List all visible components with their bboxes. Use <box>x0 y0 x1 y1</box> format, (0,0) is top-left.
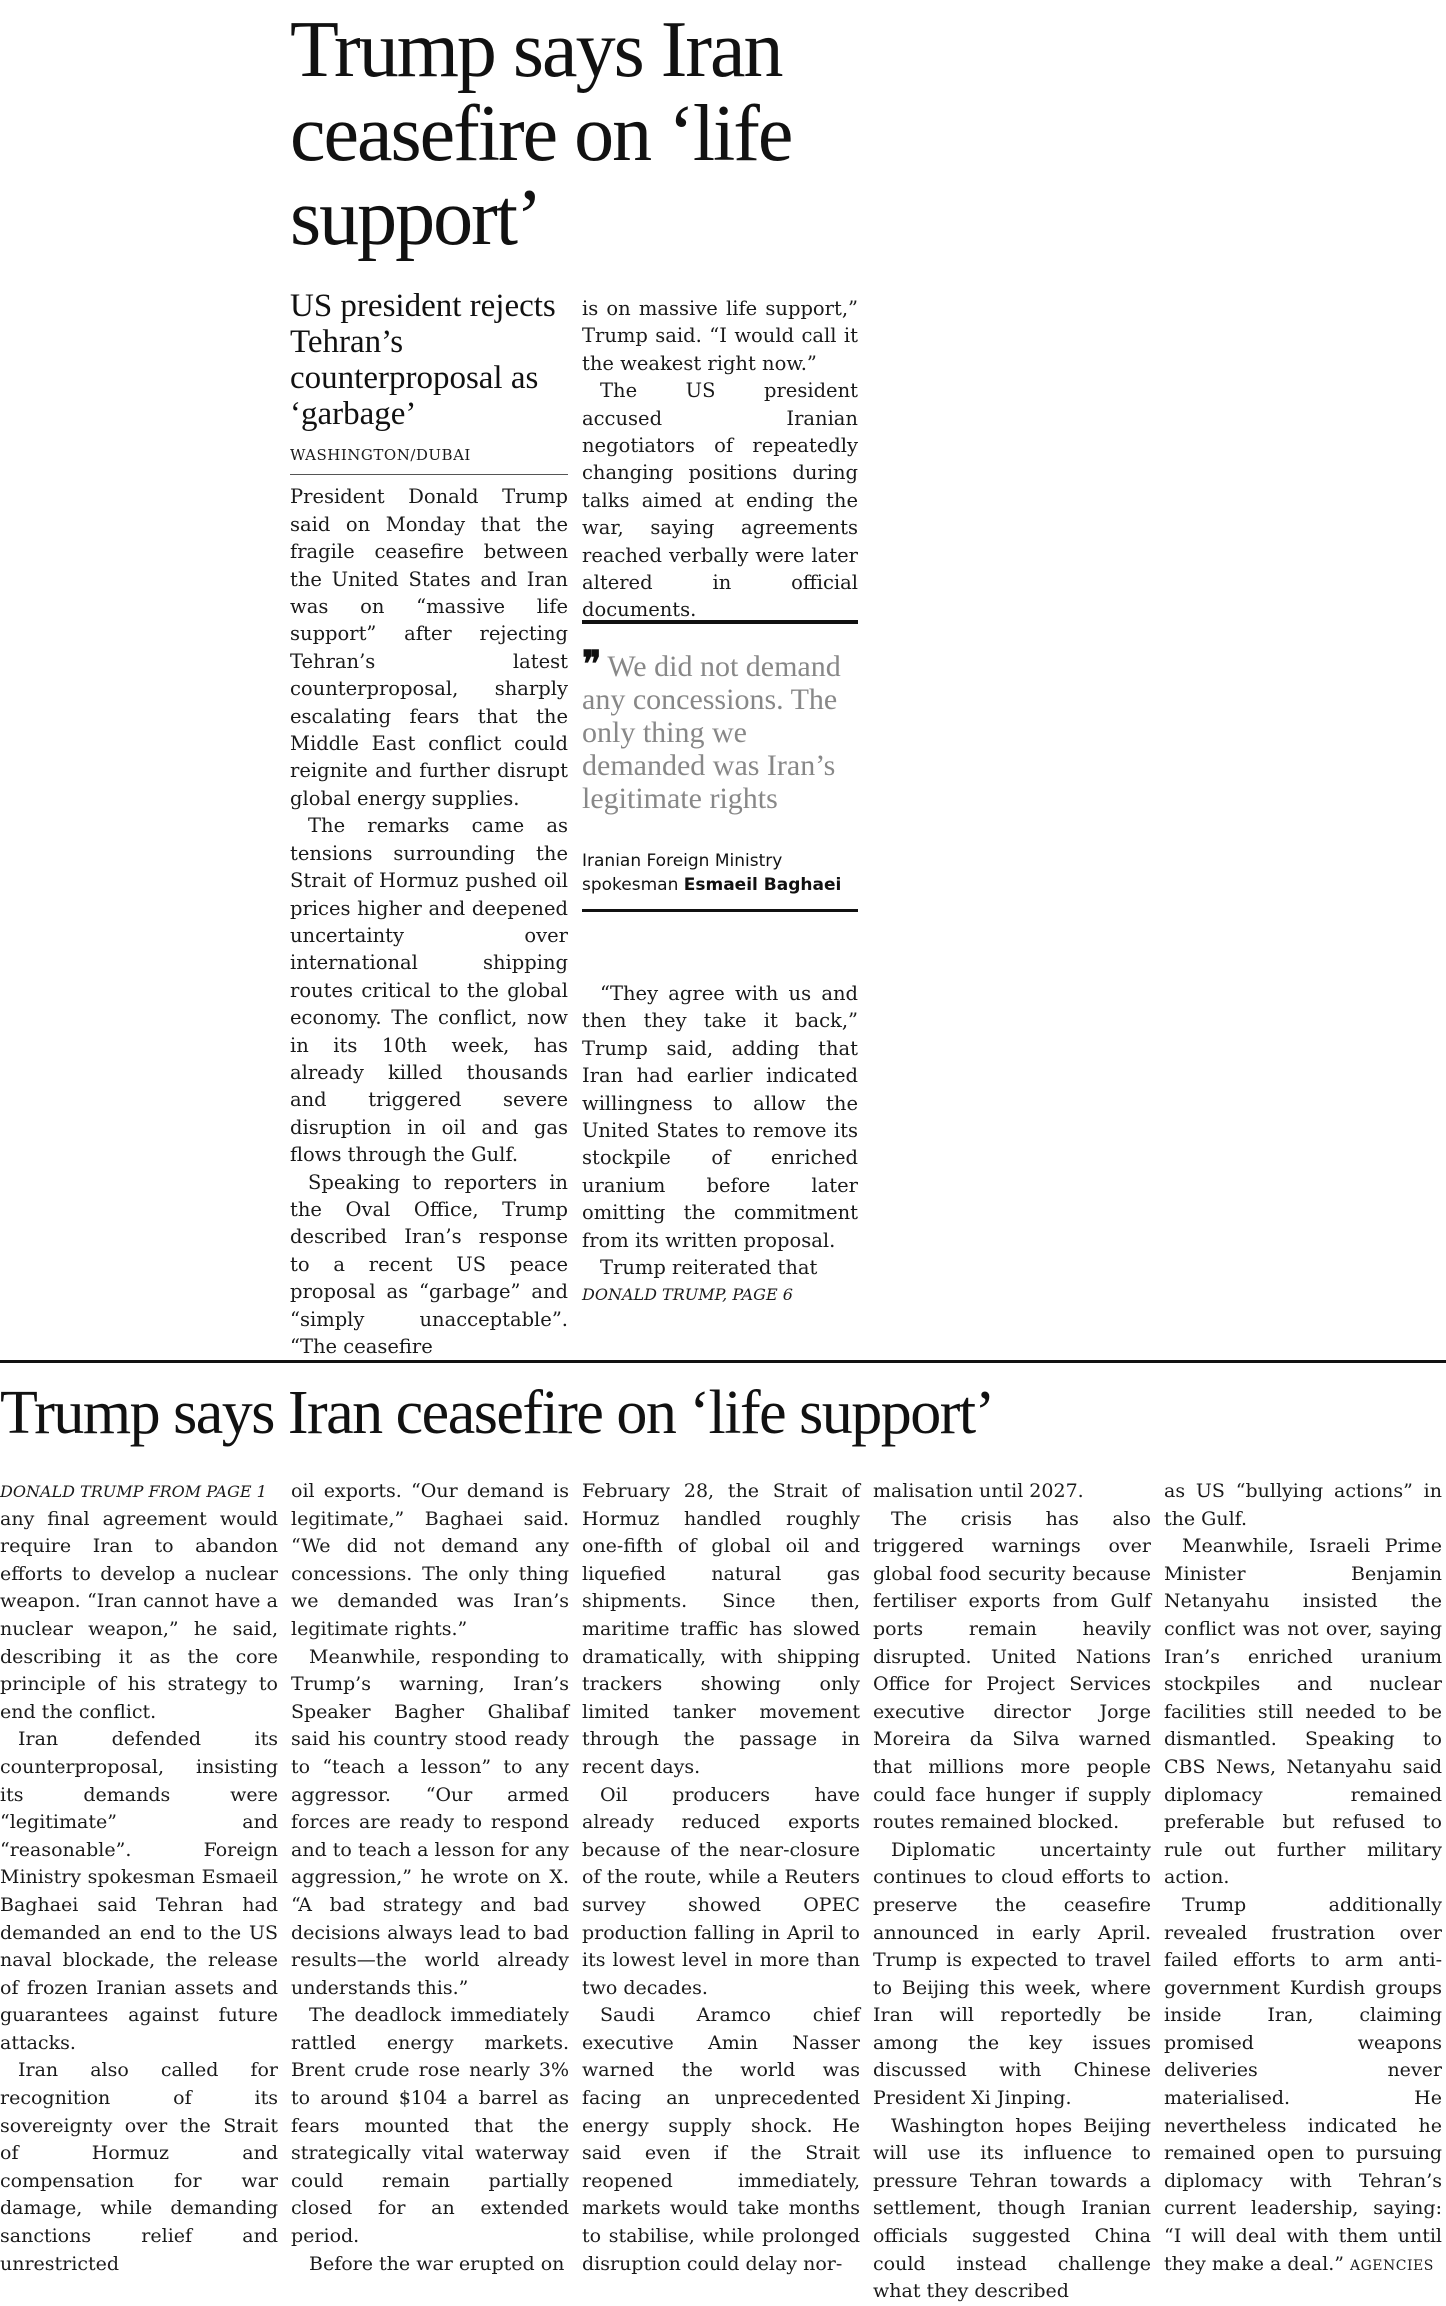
article1-deck: US president rejects Tehran’s counterproposal as ‘garbage’ <box>290 288 556 432</box>
pull-quote <box>582 620 858 912</box>
article2-column-2 <box>291 1478 569 2278</box>
article2-paragraph: Iran also called for recognition of its sovereignty over the Strait of Hormuz and compensation for war damage, while demanding sanctions relief and unrestricted <box>0 2059 278 2275</box>
article1-paragraph: President Donald Trump said on Monday that the fragile ceasefire between the United States and Iran was on “massive life support” after rejecting Tehran’s latest counterproposal, sharply escalating fears that the Middle East conflict could reignite and further disrupt global energy supplies. <box>290 485 568 810</box>
attribution-name: Esmaeil Baghaei <box>683 875 842 895</box>
article1-headline: Trump says Iran ceasefire on ‘life support’ <box>290 6 792 262</box>
article2-paragraph: February 28, the Strait of Hormuz handled roughly one-fifth of global oil and liquefied natural gas shipments. Since then, maritime traffic has slowed dramatically, with shipping trackers showing only limited tanker movement through the passage in recent days. <box>582 1480 860 1778</box>
article1-paragraph: Trump reiterated that <box>600 1256 818 1280</box>
article2-column-5 <box>1164 1478 1442 2280</box>
article2-credit: AGENCIES <box>1350 2257 1434 2274</box>
article1-paragraph: The remarks came as tensions surrounding the Strait of Hormuz pushed oil prices higher and deepened uncertainty over international shipping routes critical to the global economy. The conflict, now in its 10th week, has already killed thousands and triggered severe disruption in oil and gas flows through the Gulf. <box>290 814 568 1167</box>
article2-paragraph: malisation until 2027. <box>873 1480 1084 1502</box>
attribution-prefix: spokesman <box>582 875 679 895</box>
article2-paragraph: oil exports. “Our demand is legitimate,” Baghaei said. “We did not demand any concessions. The only thing we demanded was Iran’s legitimate rights.” <box>291 1480 569 1640</box>
pull-quote-attribution <box>582 849 858 897</box>
article2-last-paragraph-text: Trump additionally revealed frustration over failed efforts to arm anti-government Kurdish groups inside Iran, claiming promised weapons deliveries never materialised. He nevertheless indicated he remained open to pursuing diplomacy with Tehran’s current leadership, saying: “I will deal with them until they make a deal.” <box>1164 1893 1442 2275</box>
article2-paragraph: Saudi Aramco chief executive Amin Nasser warned the world was facing an unprecedented energy supply shock. He said even if the Strait reopened immediately, markets would take months to stabilise, while prolonged disruption could delay nor- <box>582 2004 860 2275</box>
pull-quote-text: We did not demand any concessions. The only thing we demanded was Iran’s legitimate rights <box>582 650 841 815</box>
attribution-line-2 <box>582 873 858 897</box>
pull-quote-text-block <box>582 643 858 815</box>
article2-paragraph: Diplomatic uncertainty continues to cloud efforts to preserve the ceasefire announced in early April. Trump is expected to travel to Beijing this week, where Iran will reportedly be among the key issues discussed with Chinese President Xi Jinping. <box>873 1838 1151 2110</box>
article2-paragraph: any final agreement would require Iran to abandon efforts to develop a nuclear weapon. “Iran cannot have a nuclear weapon,” he said, describing it as the core principle of his strategy to end the conflict. <box>0 1507 278 1723</box>
article1-paragraph: The US president accused Iranian negotiators of repeatedly changing positions during talks aimed at ending the war, saying agreements reached verbally were later altered in official documents. <box>582 379 858 622</box>
article1-paragraph: “They agree with us and then they take it back,” Trump said, adding that Iran had earlier indicated willingness to allow the United States to remove its stockpile of enriched uranium before later omitting the commitment from its written proposal. <box>582 982 858 1252</box>
article2-paragraph: Meanwhile, responding to Trump’s warning, Iran’s Speaker Bagher Ghalibaf said his country stood ready to “teach a lesson” to any aggressor. “Our armed forces are ready to respond and to teach a lesson for any aggression,” he wrote on X. “A bad strategy and bad decisions always lead to bad results—the world already understands this.” <box>291 1645 569 1999</box>
article2-paragraph: Before the war erupted on <box>309 2252 565 2275</box>
article1-paragraph: Speaking to reporters in the Oval Office, Trump described Iran’s response to a recent US peace proposal as “garbage” and “simply unacceptable”. “The ceasefire <box>290 1170 568 1358</box>
article2-column-1 <box>0 1478 278 2278</box>
article1-column-1 <box>290 288 568 1360</box>
article2-paragraph: Meanwhile, Israeli Prime Minister Benjamin Netanyahu insisted the conflict was not over, saying Iran’s enriched uranium stockpiles and nuclear facilities still needed to be dismantled. Speaking to CBS News, Netanyahu said diplomacy remained preferable but refused to rule out further military action. <box>1164 1535 1442 1889</box>
attribution-line-1: Iranian Foreign Ministry <box>582 851 783 871</box>
article2-paragraph: Oil producers have already reduced exports because of the near-closure of the route, while a Reuters survey showed OPEC production falling in April to its lowest level in more than two decades. <box>582 1783 860 1999</box>
article1-column-2-bottom <box>582 980 858 1309</box>
article1-dateline: WASHINGTON/DUBAI <box>290 442 568 475</box>
article2-paragraph: as US “bullying actions” in the Gulf. <box>1164 1480 1442 1530</box>
article2-jump-from: DONALD TRUMP FROM PAGE 1 <box>0 1482 267 1501</box>
quote-mark-icon: ❞ <box>582 643 602 685</box>
article1-column-2-top <box>582 295 858 624</box>
article2-paragraph <box>1164 1892 1442 2280</box>
section-divider <box>0 1360 1446 1363</box>
article2-headline: Trump says Iran ceasefire on ‘life support’ <box>0 1379 994 1447</box>
article2-column-3 <box>582 1478 860 2278</box>
article2-column-4 <box>873 1478 1151 2306</box>
article2-paragraph: The crisis has also triggered warnings over global food security because fertiliser exports from Gulf ports remain heavily disrupted. United Nations Office for Project Services executive director Jorge Moreira da Silva warned that millions more people could face hunger if supply routes remained blocked. <box>873 1507 1151 1834</box>
article2-paragraph: The deadlock immediately rattled energy markets. Brent crude rose nearly 3% to around $104 a barrel as fears mounted that the strategically vital waterway could remain partially closed for an extended period. <box>291 2004 569 2248</box>
article2-paragraph: Washington hopes Beijing will use its influence to pressure Tehran towards a settlement, though Iranian officials suggested China could instead challenge what they described <box>873 2114 1151 2303</box>
article1-paragraph: is on massive life support,” Trump said. “I would call it the weakest right now.” <box>582 297 858 375</box>
article2-paragraph: Iran defended its counterproposal, insisting its demands were “legitimate” and “reasonable”. Foreign Ministry spokesman Esmaeil Baghaei said Tehran had demanded an end to the US naval blockade, the release of frozen Iranian assets and guarantees against future attacks. <box>0 1728 278 2054</box>
article1-jump-line: DONALD TRUMP, PAGE 6 <box>582 1285 793 1305</box>
